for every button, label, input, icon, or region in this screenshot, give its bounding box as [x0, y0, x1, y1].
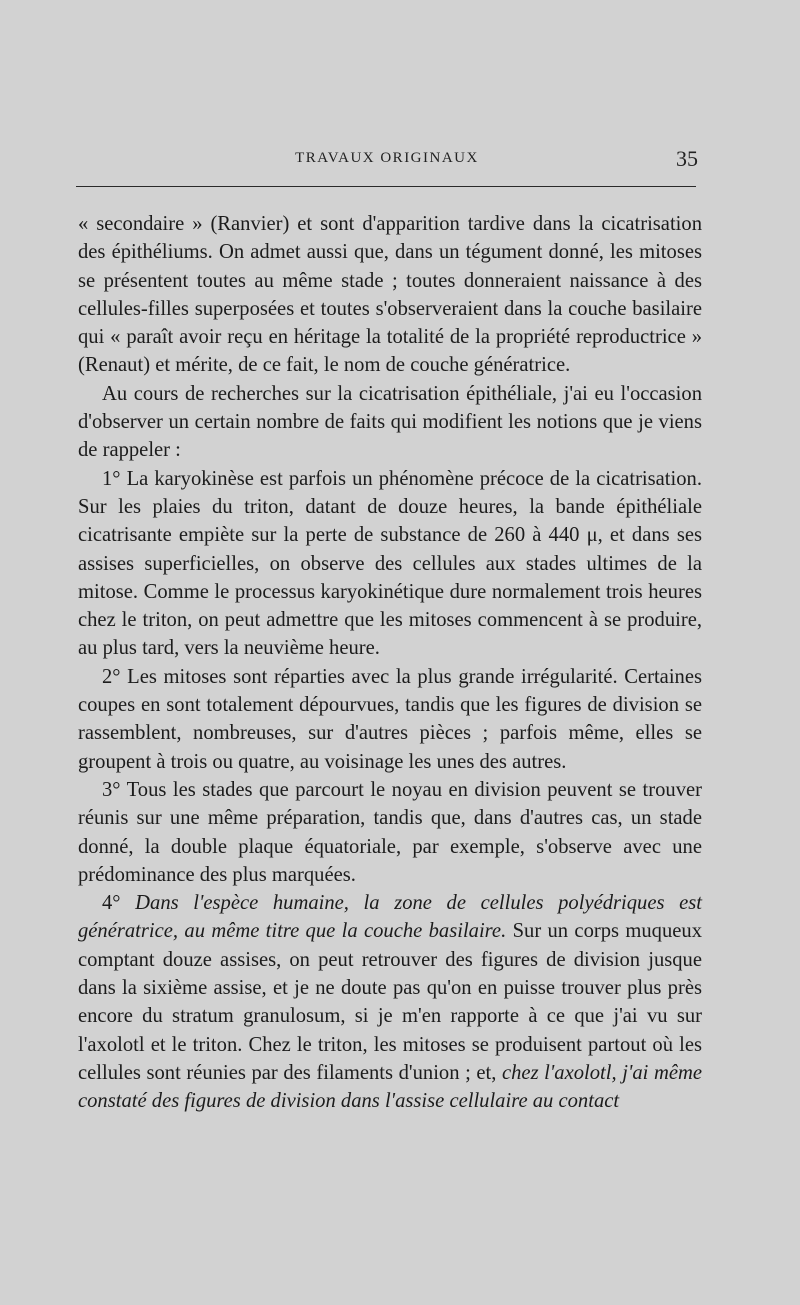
paragraph-6-italic-thesis: Dans l'espèce humaine, la zone de cellules polyédriques est génératrice, au même titre que la couche basilaire.: [78, 892, 702, 943]
paragraph-5: 3° Tous les stades que parcourt le noyau en division peuvent se trouver réunis sur une même préparation, tandis que, dans d'autres cas, un stade donné, la double plaque équatoriale, par exemple, s'observe avec une prédominance des plus marquées.: [78, 778, 702, 886]
page-header: [76, 146, 698, 176]
running-head: TRAVAUX ORIGINAUX: [295, 150, 479, 166]
body-text: [78, 210, 702, 1116]
header-rule: [76, 186, 696, 187]
paragraph-6-lead: 4°: [102, 892, 136, 915]
paragraph-1: « secondaire » (Ranvier) et sont d'apparition tardive dans la cicatrisation des épithéliums. On admet aussi que, dans un tégument donné, les mitoses se présentent toutes au même stade ; toutes donneraient naissance à des cellules-filles superposées et toutes s'observeraient dans la couche basilaire qui « paraît avoir reçu en héritage la totalité de la propriété reproductrice » (Renaut) et mérite, de ce fait, le nom de couche génératrice.: [78, 213, 702, 377]
page-number: 35: [676, 146, 698, 171]
paragraph-3: 1° La karyokinèse est parfois un phénomène précoce de la cicatrisation. Sur les plaies du triton, datant de douze heures, la bande épithéliale cicatrisante empiète sur la perte de substance de 260 à 440 μ, et dans ses assises superficielles, on observe des cellules aux stades ultimes de la mitose. Comme le processus karyokinétique dure normalement trois heures chez le triton, on peut admettre que les mitoses commencent à se produire, au plus tard, vers la neuvième heure.: [78, 467, 702, 660]
paragraph-2: Au cours de recherches sur la cicatrisation épithéliale, j'ai eu l'occasion d'observer un certain nombre de faits qui modifient les notions que je viens de rappeler :: [78, 382, 702, 462]
paragraph-4: 2° Les mitoses sont réparties avec la plus grande irrégularité. Certaines coupes en sont totalement dépourvues, tandis que les figures de division se rassemblent, nombreuses, sur d'autres pièces ; parfois même, elles se groupent à trois ou quatre, au voisinage les unes des autres.: [78, 665, 702, 773]
paragraph-6-italic-tail: chez l'axolotl, j'ai même constaté des figures de division dans l'assise cellulaire au contact: [78, 1061, 702, 1113]
paragraph-6: [78, 889, 702, 1115]
paragraph-6-body: Sur un corps muqueux comptant douze assises, on peut retrouver des figures de division jusque dans la sixième assise, et je ne doute pas qu'on en puisse trouver plus près encore du stratum granulosum, si je m'en rapporte à ce que j'ai vu sur l'axolotl et le triton. Chez le triton, les mitoses se produisent partout où les cellules sont réunies par des filaments d'union ; et,: [78, 920, 703, 1084]
